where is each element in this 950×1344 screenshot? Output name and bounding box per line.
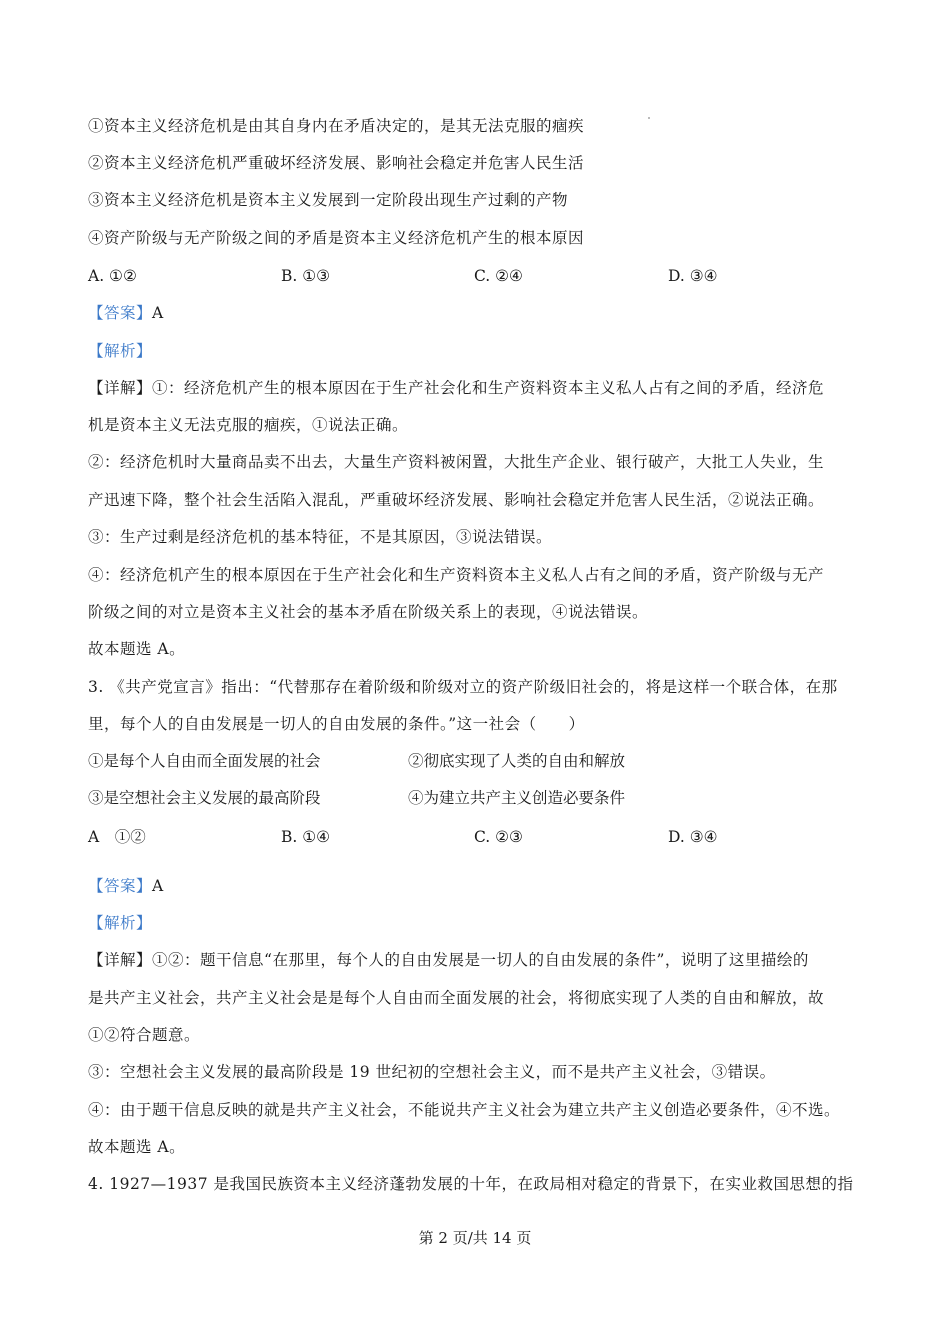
page-number-footer: 第 2 页/共 14 页 [418,1229,532,1247]
q3-stem-line-2: 里，每个人的自由发展是一切人的自由发展的条件。”这一社会（ ） [88,715,585,733]
analysis-tag: 【解析】 [88,914,153,932]
q3-detail-line-3: ①②符合题意。 [88,1026,201,1044]
answer-value: A [152,877,164,895]
scan-speck [648,117,650,119]
q2-answer [88,302,164,324]
q2-statement-1: ①资本主义经济危机是由其自身内在矛盾决定的，是其无法克服的痼疾 [88,117,585,135]
q2-option-c: C. ②④ [474,267,523,285]
q3-option-b: B. ①④ [281,828,331,846]
q3-detail-line-1 [88,949,809,971]
q3-option-d: D. ③④ [668,828,718,846]
analysis-tag: 【解析】 [88,342,153,360]
detail-text: ①：经济危机产生的根本原因在于生产社会化和生产资料资本主义私人占有之间的矛盾，经济危 [152,379,825,397]
q2-detail-line-2: 机是资本主义无法克服的痼疾，①说法正确。 [88,416,409,434]
q3-statement-2: ②彻底实现了人类的自由和解放 [408,752,626,770]
q2-statement-2: ②资本主义经济危机严重破坏经济发展、影响社会稳定并危害人民生活 [88,154,585,172]
detail-tag: 【详解】 [88,379,153,397]
q2-conclusion: 故本题选 A。 [88,640,186,658]
q3-detail-line-4: ③：空想社会主义发展的最高阶段是 19 世纪初的空想社会主义，而不是共产主义社会，③错误。 [88,1063,776,1081]
answer-value: A [152,304,164,322]
q3-conclusion: 故本题选 A。 [88,1138,186,1156]
q2-detail-line-4: 产迅速下降，整个社会生活陷入混乱，严重破坏经济发展、影响社会稳定并危害人民生活，②说法正确。 [88,491,825,509]
q2-option-b: B. ①③ [281,267,331,285]
q2-detail-line-7: 阶级之间的对立是资本主义社会的基本矛盾在阶级关系上的表现，④说法错误。 [88,603,649,621]
detail-tag: 【详解】 [88,951,153,969]
q3-detail-line-2: 是共产主义社会，共产主义社会是是每个人自由而全面发展的社会，将彻底实现了人类的自由和解放，故 [88,989,825,1007]
q2-option-d: D. ③④ [668,267,718,285]
q2-statement-3: ③资本主义经济危机是资本主义发展到一定阶段出现生产过剩的产物 [88,191,569,209]
q3-option-c: C. ②③ [474,828,523,846]
q3-statement-3: ③是空想社会主义发展的最高阶段 [88,789,321,807]
q2-detail-line-1 [88,377,824,399]
q3-analysis [88,912,152,934]
answer-tag: 【答案】 [88,304,153,322]
q2-option-a: A. ①② [88,267,137,285]
q4-stem-line-1: 4. 1927—1937 是我国民族资本主义经济蓬勃发展的十年，在政局相对稳定的背景下，在实业救国思想的指 [88,1175,854,1193]
q2-analysis [88,340,152,362]
q2-detail-line-6: ④：经济危机产生的根本原因在于生产社会化和生产资料资本主义私人占有之间的矛盾，资产阶级与无产 [88,566,825,584]
q3-option-a: A ①② [88,828,146,846]
answer-tag: 【答案】 [88,877,153,895]
detail-text: ①②：题干信息“在那里，每个人的自由发展是一切人的自由发展的条件”，说明了这里描绘的 [152,951,809,969]
q2-detail-line-5: ③：生产过剩是经济危机的基本特征，不是其原因，③说法错误。 [88,528,553,546]
q2-detail-line-3: ②：经济危机时大量商品卖不出去，大量生产资料被闲置，大批生产企业、银行破产，大批工人失业，生 [88,453,825,471]
q3-statement-4: ④为建立共产主义创造必要条件 [408,789,626,807]
q3-answer [88,875,164,897]
q3-detail-line-5: ④：由于题干信息反映的就是共产主义社会，不能说共产主义社会为建立共产主义创造必要条件，④不选。 [88,1101,841,1119]
q3-stem-line-1: 3. 《共产党宣言》指出：“代替那存在着阶级和阶级对立的资产阶级旧社会的，将是这样一个联合体，在那 [88,678,838,696]
q3-statement-1: ①是每个人自由而全面发展的社会 [88,752,321,770]
q2-statement-4: ④资产阶级与无产阶级之间的矛盾是资本主义经济危机产生的根本原因 [88,229,585,247]
